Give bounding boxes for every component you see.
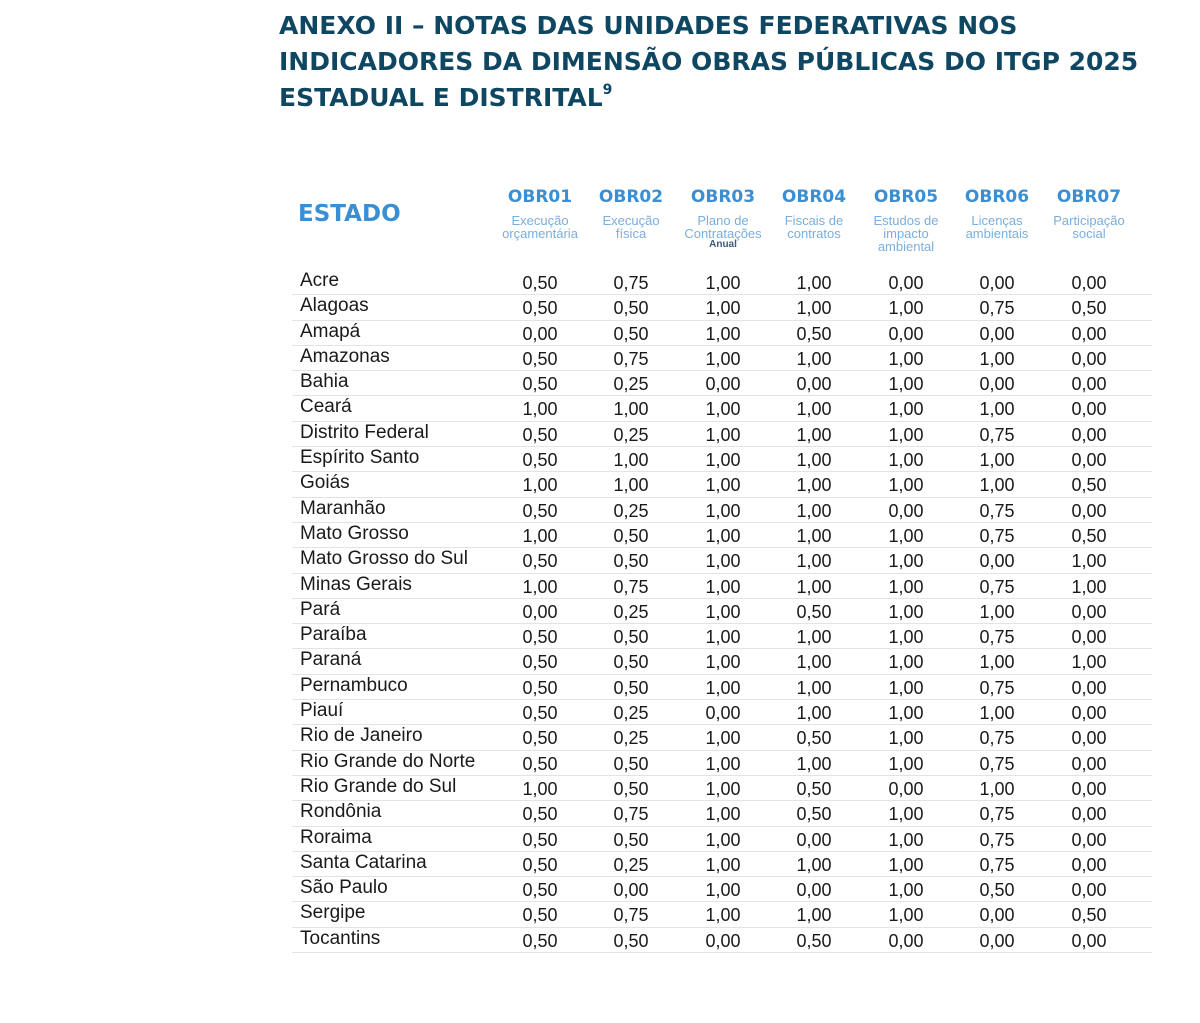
scores-table bbox=[292, 182, 1152, 951]
score-cell: 1,00 bbox=[705, 804, 741, 825]
column-header-3 bbox=[675, 186, 771, 250]
score-cell: 0,25 bbox=[613, 500, 649, 521]
column-code: OBR01 bbox=[507, 187, 573, 207]
score-cell: 0,50 bbox=[522, 424, 558, 445]
score-cell: 0,50 bbox=[613, 627, 649, 648]
score-cell: 1,00 bbox=[796, 652, 832, 673]
table-row bbox=[292, 346, 1152, 371]
score-cell: 0,75 bbox=[979, 576, 1015, 597]
score-cell: 1,00 bbox=[796, 576, 832, 597]
score-cell: 0,00 bbox=[1071, 323, 1107, 344]
score-cell: 1,00 bbox=[796, 399, 832, 420]
score-cell: 0,75 bbox=[613, 905, 649, 926]
table-row bbox=[292, 321, 1152, 346]
state-name: Piauí bbox=[300, 700, 344, 722]
table-row bbox=[292, 877, 1152, 902]
score-cell: 1,00 bbox=[888, 880, 924, 901]
state-name: Amazonas bbox=[300, 345, 390, 367]
score-cell: 0,00 bbox=[979, 374, 1015, 395]
column-description-line: Contratações bbox=[684, 226, 762, 241]
score-cell: 0,75 bbox=[979, 677, 1015, 698]
state-name: Santa Catarina bbox=[300, 851, 427, 873]
score-cell: 0,25 bbox=[613, 854, 649, 875]
score-cell: 0,00 bbox=[1071, 804, 1107, 825]
title-line-1: ANEXO II – NOTAS DAS UNIDADES FEDERATIVAS NOS bbox=[279, 11, 1018, 40]
score-cell: 0,00 bbox=[1071, 424, 1107, 445]
score-cell: 1,00 bbox=[522, 475, 558, 496]
score-cell: 1,00 bbox=[705, 450, 741, 471]
score-cell: 1,00 bbox=[705, 323, 741, 344]
state-name: Bahia bbox=[300, 371, 349, 393]
score-cell: 1,00 bbox=[888, 298, 924, 319]
score-cell: 0,50 bbox=[522, 273, 558, 293]
score-cell: 1,00 bbox=[705, 475, 741, 496]
column-code: OBR03 bbox=[690, 187, 756, 207]
score-cell: 0,50 bbox=[522, 677, 558, 698]
score-cell: 0,50 bbox=[1071, 475, 1107, 496]
table-row bbox=[292, 396, 1152, 421]
column-description-line: orçamentária bbox=[502, 226, 578, 241]
table-row bbox=[292, 852, 1152, 877]
column-description-line: ambiental bbox=[877, 239, 935, 254]
score-cell: 1,00 bbox=[888, 601, 924, 622]
score-cell: 1,00 bbox=[705, 525, 741, 546]
score-cell: 1,00 bbox=[979, 703, 1015, 724]
score-cell: 1,00 bbox=[705, 424, 741, 445]
score-cell: 1,00 bbox=[613, 399, 649, 420]
column-code: OBR04 bbox=[781, 187, 847, 207]
score-cell: 0,50 bbox=[796, 930, 832, 951]
score-cell: 1,00 bbox=[705, 500, 741, 521]
score-cell: 1,00 bbox=[888, 551, 924, 572]
score-cell: 0,00 bbox=[522, 601, 558, 622]
state-name: Tocantins bbox=[300, 927, 381, 949]
score-cell: 1,00 bbox=[796, 450, 832, 471]
score-cell: 0,75 bbox=[979, 829, 1015, 850]
score-cell: 1,00 bbox=[796, 500, 832, 521]
score-cell: 0,00 bbox=[1071, 854, 1107, 875]
column-description-line: Execução bbox=[511, 213, 569, 228]
score-cell: 1,00 bbox=[888, 475, 924, 496]
score-cell: 0,75 bbox=[979, 525, 1015, 546]
score-cell: 1,00 bbox=[522, 576, 558, 597]
score-cell: 0,75 bbox=[979, 753, 1015, 774]
state-name: Pará bbox=[300, 598, 341, 620]
score-cell: 0,00 bbox=[979, 905, 1015, 926]
score-cell: 0,00 bbox=[522, 323, 558, 344]
state-name: Distrito Federal bbox=[300, 421, 429, 443]
score-cell: 1,00 bbox=[705, 728, 741, 749]
score-cell: 0,50 bbox=[796, 804, 832, 825]
score-cell: 0,50 bbox=[613, 525, 649, 546]
table-row bbox=[292, 447, 1152, 472]
score-cell: 1,00 bbox=[979, 450, 1015, 471]
column-header-6 bbox=[949, 186, 1045, 240]
score-cell: 1,00 bbox=[613, 450, 649, 471]
column-header-5 bbox=[858, 186, 954, 253]
score-cell: 0,00 bbox=[1071, 829, 1107, 850]
column-header-2 bbox=[583, 186, 679, 240]
score-cell: 1,00 bbox=[796, 677, 832, 698]
score-cell: 1,00 bbox=[888, 525, 924, 546]
score-cell: 0,75 bbox=[979, 804, 1015, 825]
score-cell: 0,50 bbox=[1071, 905, 1107, 926]
score-cell: 0,00 bbox=[1071, 677, 1107, 698]
score-cell: 1,00 bbox=[979, 348, 1015, 369]
score-cell: 1,00 bbox=[979, 601, 1015, 622]
column-description-line: Participação bbox=[1053, 213, 1125, 228]
score-cell: 1,00 bbox=[888, 753, 924, 774]
score-cell: 1,00 bbox=[1071, 551, 1107, 572]
table-row bbox=[292, 599, 1152, 624]
score-cell: 1,00 bbox=[888, 677, 924, 698]
score-cell: 0,00 bbox=[796, 829, 832, 850]
title-footnote-marker: 9 bbox=[602, 82, 613, 98]
score-cell: 0,50 bbox=[796, 601, 832, 622]
score-cell: 1,00 bbox=[705, 880, 741, 901]
score-cell: 0,50 bbox=[613, 753, 649, 774]
state-name: Mato Grosso do Sul bbox=[300, 548, 468, 570]
table-row bbox=[292, 928, 1152, 953]
score-cell: 1,00 bbox=[796, 475, 832, 496]
score-cell: 1,00 bbox=[705, 854, 741, 875]
score-cell: 0,00 bbox=[705, 374, 741, 395]
score-cell: 0,00 bbox=[1071, 273, 1107, 293]
column-description bbox=[949, 214, 1045, 240]
column-header-1 bbox=[492, 186, 588, 240]
score-cell: 1,00 bbox=[705, 551, 741, 572]
state-name: Mato Grosso bbox=[300, 522, 409, 544]
score-cell: 0,75 bbox=[613, 273, 649, 293]
column-code: OBR07 bbox=[1056, 187, 1122, 207]
score-cell: 0,00 bbox=[888, 323, 924, 344]
score-cell: 0,50 bbox=[522, 880, 558, 901]
score-cell: 0,25 bbox=[613, 374, 649, 395]
score-cell: 1,00 bbox=[705, 905, 741, 926]
score-cell: 1,00 bbox=[1071, 652, 1107, 673]
score-cell: 0,00 bbox=[888, 273, 924, 293]
score-cell: 0,00 bbox=[796, 880, 832, 901]
table-row bbox=[292, 523, 1152, 548]
score-cell: 0,00 bbox=[1071, 399, 1107, 420]
score-cell: 1,00 bbox=[705, 677, 741, 698]
score-cell: 1,00 bbox=[796, 525, 832, 546]
column-code: OBR06 bbox=[964, 187, 1030, 207]
table-row bbox=[292, 422, 1152, 447]
score-cell: 0,50 bbox=[522, 703, 558, 724]
state-name: Rondônia bbox=[300, 801, 382, 823]
column-description bbox=[675, 214, 771, 250]
score-cell: 0,25 bbox=[613, 703, 649, 724]
score-cell: 0,00 bbox=[979, 323, 1015, 344]
score-cell: 0,00 bbox=[1071, 880, 1107, 901]
score-cell: 1,00 bbox=[796, 348, 832, 369]
column-description-line: impacto bbox=[883, 226, 929, 241]
state-name: Espírito Santo bbox=[300, 447, 420, 469]
score-cell: 0,50 bbox=[1071, 298, 1107, 319]
score-cell: 0,00 bbox=[888, 930, 924, 951]
state-name: Rio de Janeiro bbox=[300, 725, 423, 747]
state-name: Paraíba bbox=[300, 624, 367, 646]
table-row bbox=[292, 270, 1152, 295]
score-cell: 0,75 bbox=[613, 348, 649, 369]
table-row bbox=[292, 776, 1152, 801]
score-cell: 1,00 bbox=[796, 627, 832, 648]
title-line-3 bbox=[279, 80, 1184, 116]
column-description-line: física bbox=[615, 226, 647, 241]
score-cell: 1,00 bbox=[888, 627, 924, 648]
score-cell: 1,00 bbox=[796, 298, 832, 319]
state-name: São Paulo bbox=[300, 877, 388, 899]
state-name: Alagoas bbox=[300, 295, 369, 317]
score-cell: 1,00 bbox=[888, 905, 924, 926]
score-cell: 0,00 bbox=[1071, 728, 1107, 749]
score-cell: 0,75 bbox=[979, 500, 1015, 521]
score-cell: 1,00 bbox=[705, 652, 741, 673]
score-cell: 1,00 bbox=[796, 703, 832, 724]
table-row bbox=[292, 624, 1152, 649]
score-cell: 0,50 bbox=[522, 298, 558, 319]
score-cell: 0,50 bbox=[613, 930, 649, 951]
score-cell: 1,00 bbox=[705, 298, 741, 319]
score-cell: 0,00 bbox=[1071, 930, 1107, 951]
score-cell: 1,00 bbox=[705, 576, 741, 597]
state-name: Amapá bbox=[300, 320, 361, 342]
score-cell: 1,00 bbox=[796, 273, 832, 293]
table-row bbox=[292, 574, 1152, 599]
column-description bbox=[858, 214, 954, 253]
table-header bbox=[292, 182, 1152, 272]
score-cell: 1,00 bbox=[705, 348, 741, 369]
score-cell: 0,50 bbox=[796, 728, 832, 749]
score-cell: 1,00 bbox=[705, 399, 741, 420]
score-cell: 0,75 bbox=[613, 804, 649, 825]
title-line-3-text: ESTADUAL E DISTRITAL bbox=[279, 83, 603, 112]
score-cell: 0,50 bbox=[613, 677, 649, 698]
table-row bbox=[292, 801, 1152, 826]
state-name: Acre bbox=[300, 270, 340, 291]
score-cell: 0,50 bbox=[1071, 525, 1107, 546]
table-row bbox=[292, 371, 1152, 396]
score-cell: 1,00 bbox=[1071, 576, 1107, 597]
column-description-line: Fiscais de bbox=[784, 213, 844, 228]
score-cell: 1,00 bbox=[796, 753, 832, 774]
state-name: Pernambuco bbox=[300, 674, 408, 696]
column-description bbox=[766, 214, 862, 240]
score-cell: 0,00 bbox=[1071, 627, 1107, 648]
score-cell: 0,00 bbox=[1071, 450, 1107, 471]
score-cell: 0,50 bbox=[796, 323, 832, 344]
column-description-line: Execução bbox=[602, 213, 660, 228]
score-cell: 1,00 bbox=[613, 475, 649, 496]
score-cell: 1,00 bbox=[888, 399, 924, 420]
score-cell: 0,50 bbox=[522, 627, 558, 648]
table-row bbox=[292, 751, 1152, 776]
score-cell: 1,00 bbox=[522, 525, 558, 546]
state-name: Goiás bbox=[300, 472, 350, 494]
score-cell: 1,00 bbox=[796, 905, 832, 926]
score-cell: 0,00 bbox=[796, 374, 832, 395]
score-cell: 0,50 bbox=[522, 753, 558, 774]
score-cell: 1,00 bbox=[888, 854, 924, 875]
score-cell: 0,50 bbox=[522, 728, 558, 749]
score-cell: 0,00 bbox=[1071, 601, 1107, 622]
table-row bbox=[292, 675, 1152, 700]
score-cell: 0,50 bbox=[522, 905, 558, 926]
column-code: OBR05 bbox=[873, 187, 939, 207]
score-cell: 1,00 bbox=[888, 374, 924, 395]
state-name: Minas Gerais bbox=[300, 573, 412, 595]
page-title bbox=[279, 8, 1184, 116]
score-cell: 0,00 bbox=[705, 703, 741, 724]
column-code: OBR02 bbox=[598, 187, 664, 207]
score-cell: 0,50 bbox=[522, 829, 558, 850]
score-cell: 0,50 bbox=[522, 652, 558, 673]
score-cell: 0,75 bbox=[979, 854, 1015, 875]
score-cell: 0,50 bbox=[796, 778, 832, 799]
score-cell: 1,00 bbox=[888, 450, 924, 471]
table-row bbox=[292, 548, 1152, 573]
score-cell: 0,50 bbox=[522, 930, 558, 951]
score-cell: 1,00 bbox=[888, 703, 924, 724]
table-body bbox=[292, 270, 1152, 953]
score-cell: 0,00 bbox=[1071, 753, 1107, 774]
score-cell: 1,00 bbox=[979, 475, 1015, 496]
score-cell: 0,75 bbox=[979, 728, 1015, 749]
score-cell: 0,25 bbox=[613, 728, 649, 749]
score-cell: 0,00 bbox=[1071, 500, 1107, 521]
score-cell: 1,00 bbox=[888, 576, 924, 597]
state-name: Rio Grande do Norte bbox=[300, 750, 476, 772]
score-cell: 0,00 bbox=[979, 930, 1015, 951]
score-cell: 0,50 bbox=[613, 551, 649, 572]
score-cell: 0,50 bbox=[979, 880, 1015, 901]
score-cell: 0,00 bbox=[705, 930, 741, 951]
column-description-line: Licenças bbox=[971, 213, 1023, 228]
table-row bbox=[292, 649, 1152, 674]
score-cell: 0,50 bbox=[613, 652, 649, 673]
score-cell: 0,50 bbox=[613, 323, 649, 344]
score-cell: 0,00 bbox=[613, 880, 649, 901]
score-cell: 0,50 bbox=[522, 551, 558, 572]
state-name: Maranhão bbox=[300, 497, 386, 519]
score-cell: 1,00 bbox=[796, 854, 832, 875]
score-cell: 0,50 bbox=[613, 298, 649, 319]
score-cell: 0,50 bbox=[522, 500, 558, 521]
column-description-line: contratos bbox=[787, 226, 841, 241]
score-cell: 1,00 bbox=[522, 399, 558, 420]
score-cell: 0,75 bbox=[979, 298, 1015, 319]
score-cell: 1,00 bbox=[705, 273, 741, 293]
score-cell: 1,00 bbox=[888, 348, 924, 369]
score-cell: 1,00 bbox=[888, 424, 924, 445]
score-cell: 0,00 bbox=[979, 551, 1015, 572]
score-cell: 0,50 bbox=[522, 374, 558, 395]
score-cell: 0,50 bbox=[613, 778, 649, 799]
score-cell: 1,00 bbox=[522, 778, 558, 799]
column-description-line: social bbox=[1072, 226, 1106, 241]
score-cell: 0,25 bbox=[613, 424, 649, 445]
score-cell: 0,50 bbox=[522, 348, 558, 369]
score-cell: 1,00 bbox=[796, 424, 832, 445]
table-row bbox=[292, 498, 1152, 523]
score-cell: 1,00 bbox=[705, 627, 741, 648]
table-row bbox=[292, 902, 1152, 927]
score-cell: 1,00 bbox=[888, 728, 924, 749]
score-cell: 1,00 bbox=[796, 551, 832, 572]
score-cell: 1,00 bbox=[888, 829, 924, 850]
state-name: Roraima bbox=[300, 826, 372, 848]
title-line-2: INDICADORES DA DIMENSÃO OBRAS PÚBLICAS DO ITGP 2025 bbox=[279, 47, 1139, 76]
column-description-line: ambientais bbox=[965, 226, 1029, 241]
score-cell: 0,00 bbox=[979, 273, 1015, 293]
state-name: Paraná bbox=[300, 649, 362, 671]
column-description bbox=[1041, 214, 1137, 240]
column-description-line: Estudos de bbox=[873, 213, 939, 228]
score-cell: 1,00 bbox=[705, 829, 741, 850]
score-cell: 0,50 bbox=[522, 854, 558, 875]
score-cell: 1,00 bbox=[979, 652, 1015, 673]
score-cell: 0,00 bbox=[1071, 348, 1107, 369]
state-name: Sergipe bbox=[300, 902, 366, 924]
table-row bbox=[292, 472, 1152, 497]
score-cell: 1,00 bbox=[888, 804, 924, 825]
score-cell: 0,75 bbox=[613, 576, 649, 597]
score-cell: 0,50 bbox=[613, 829, 649, 850]
state-name: Rio Grande do Sul bbox=[300, 775, 457, 797]
column-description bbox=[492, 214, 588, 240]
score-cell: 1,00 bbox=[705, 601, 741, 622]
score-cell: 0,00 bbox=[888, 778, 924, 799]
score-cell: 1,00 bbox=[705, 778, 741, 799]
score-cell: 0,50 bbox=[522, 804, 558, 825]
score-cell: 0,00 bbox=[1071, 703, 1107, 724]
score-cell: 0,00 bbox=[1071, 778, 1107, 799]
score-cell: 0,75 bbox=[979, 424, 1015, 445]
state-column-header: ESTADO bbox=[298, 201, 401, 227]
table-row bbox=[292, 295, 1152, 320]
table-row bbox=[292, 827, 1152, 852]
score-cell: 1,00 bbox=[705, 753, 741, 774]
score-cell: 1,00 bbox=[979, 778, 1015, 799]
score-cell: 0,00 bbox=[888, 500, 924, 521]
column-note: Anual bbox=[709, 239, 737, 250]
score-cell: 1,00 bbox=[888, 652, 924, 673]
column-description-line: Plano de bbox=[697, 213, 749, 228]
column-description bbox=[583, 214, 679, 240]
score-cell: 0,75 bbox=[979, 627, 1015, 648]
score-cell: 1,00 bbox=[979, 399, 1015, 420]
score-cell: 0,25 bbox=[613, 601, 649, 622]
table-row bbox=[292, 725, 1152, 750]
state-name: Ceará bbox=[300, 396, 352, 418]
column-header-7 bbox=[1041, 186, 1137, 240]
column-header-4 bbox=[766, 186, 862, 240]
score-cell: 0,50 bbox=[522, 450, 558, 471]
table-row bbox=[292, 700, 1152, 725]
score-cell: 0,00 bbox=[1071, 374, 1107, 395]
